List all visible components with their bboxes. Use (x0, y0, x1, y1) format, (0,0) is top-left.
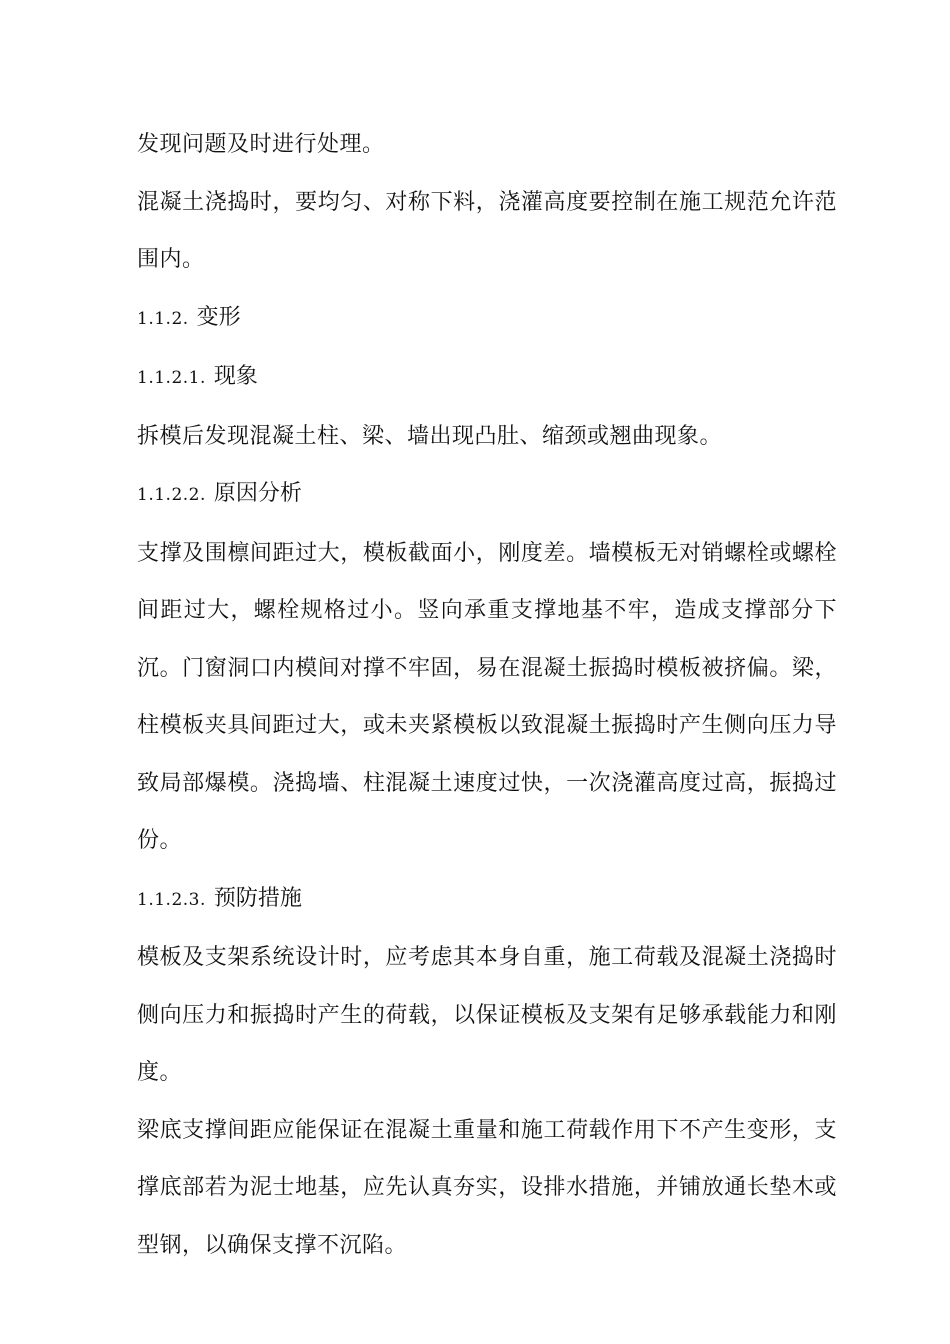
subsection-number: 1.1.2.2. (137, 485, 206, 505)
subsection-heading-phenomenon (137, 348, 837, 408)
subsection-number: 1.1.2.1. (137, 368, 206, 388)
subsection-title: 现象 (213, 364, 258, 389)
paragraph-issue-handling: 发现问题及时进行处理。 (137, 132, 385, 157)
section-title: 变形 (196, 304, 241, 330)
paragraph-pouring-requirement: 混凝土浇捣时，要均匀、对称下料，浇灌高度要控制在施工规范允许范围内。 (137, 189, 837, 272)
section-number: 1.1.2. (137, 308, 189, 329)
subsection-title: 原因分析 (213, 481, 302, 506)
subsection-number: 1.1.2.3. (137, 889, 206, 910)
section-heading-deformation (137, 289, 837, 349)
subsection-heading-cause-analysis (137, 465, 837, 525)
subsection-heading-prevention (137, 870, 837, 930)
paragraph-prevention-support: 梁底支撑间距应能保证在混凝土重量和施工荷载作用下不产生变形，支撑底部若为泥士地基，应先认真夯实，设排水措施，并铺放通长垫木或型钢，以确保支撑不沉陷。 (137, 1117, 837, 1258)
subsection-title: 预防措施 (213, 885, 302, 911)
paragraph-phenomenon: 拆模后发现混凝土柱、梁、墙出现凸肚、缩颈或翘曲现象。 (137, 423, 723, 449)
document-body (137, 116, 837, 1274)
paragraph-cause-analysis: 支撑及围檩间距过大，模板截面小，刚度差。墙模板无对销螺栓或螺栓间距过大，螺栓规格过小。竖向承重支撑地基不牢，造成支撑部分下沉。门窗洞口内模间对撑不牢固，易在混凝土振捣时模板被挤偏。梁，柱模板夹具间距过大，或未夹紧模板以致混凝土振捣时产生侧向压力导致局部爆模。浇捣墙、柱混凝土速度过快，一次浇灌高度过高，振捣过份。 (137, 540, 837, 853)
paragraph-prevention-design: 模板及支架系统设计时，应考虑其本身自重，施工荷载及混凝土浇捣时侧向压力和振捣时产生的荷载，以保证模板及支架有足够承载能力和刚度。 (137, 945, 837, 1085)
